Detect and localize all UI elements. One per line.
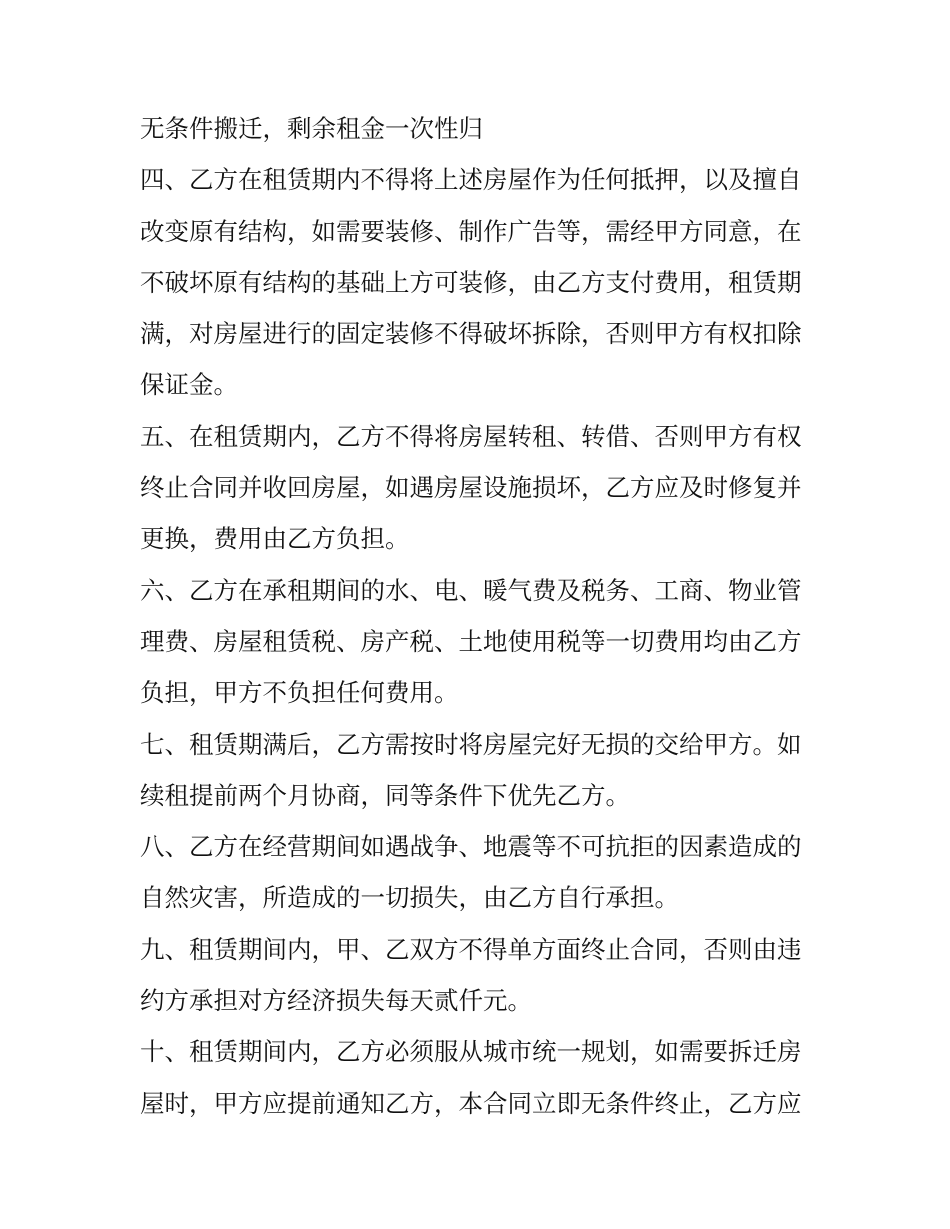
text-line: 四、乙方在租赁期内不得将上述房屋作为任何抵押，以及擅自 xyxy=(140,165,802,195)
text-line: 十、租赁期间内，乙方必须服从城市统一规划，如需要拆迁房 xyxy=(140,1037,802,1067)
text-line: 改变原有结构，如需要装修、制作广告等，需经甲方同意，在 xyxy=(140,216,802,246)
text-line: 无条件搬迁，剩余租金一次性归 xyxy=(140,114,483,143)
contract-text xyxy=(140,103,820,1129)
text-line: 自然灾害，所造成的一切损失，由乙方自行承担。 xyxy=(140,883,679,913)
text-line: 八、乙方在经营期间如遇战争、地震等不可抗拒的因素造成的 xyxy=(140,832,802,862)
text-line: 终止合同并收回房屋，如遇房屋设施损坏，乙方应及时修复并 xyxy=(140,473,802,503)
text-line: 保证金。 xyxy=(140,370,238,400)
text-line: 理费、房屋租赁税、房产税、土地使用税等一切费用均由乙方 xyxy=(140,626,802,656)
text-line: 续租提前两个月协商，同等条件下优先乙方。 xyxy=(140,780,630,810)
text-line: 五、在租赁期内，乙方不得将房屋转租、转借、否则甲方有权 xyxy=(140,421,802,451)
text-line: 六、乙方在承租期间的水、电、暖气费及税务、工商、物业管 xyxy=(140,575,802,605)
text-line: 不破坏原有结构的基础上方可装修，由乙方支付费用，租赁期 xyxy=(140,267,802,297)
text-line: 满，对房屋进行的固定装修不得破坏拆除，否则甲方有权扣除 xyxy=(140,319,802,349)
text-line: 屋时，甲方应提前通知乙方，本合同立即无条件终止，乙方应 xyxy=(140,1088,802,1118)
text-line: 九、租赁期间内，甲、乙双方不得单方面终止合同，否则由违 xyxy=(140,934,802,964)
text-line: 负担，甲方不负担任何费用。 xyxy=(140,678,459,708)
text-line: 更换，费用由乙方负担。 xyxy=(140,524,410,554)
text-line: 七、租赁期满后，乙方需按时将房屋完好无损的交给甲方。如 xyxy=(140,729,802,759)
text-line: 约方承担对方经济损失每天贰仟元。 xyxy=(140,986,532,1016)
